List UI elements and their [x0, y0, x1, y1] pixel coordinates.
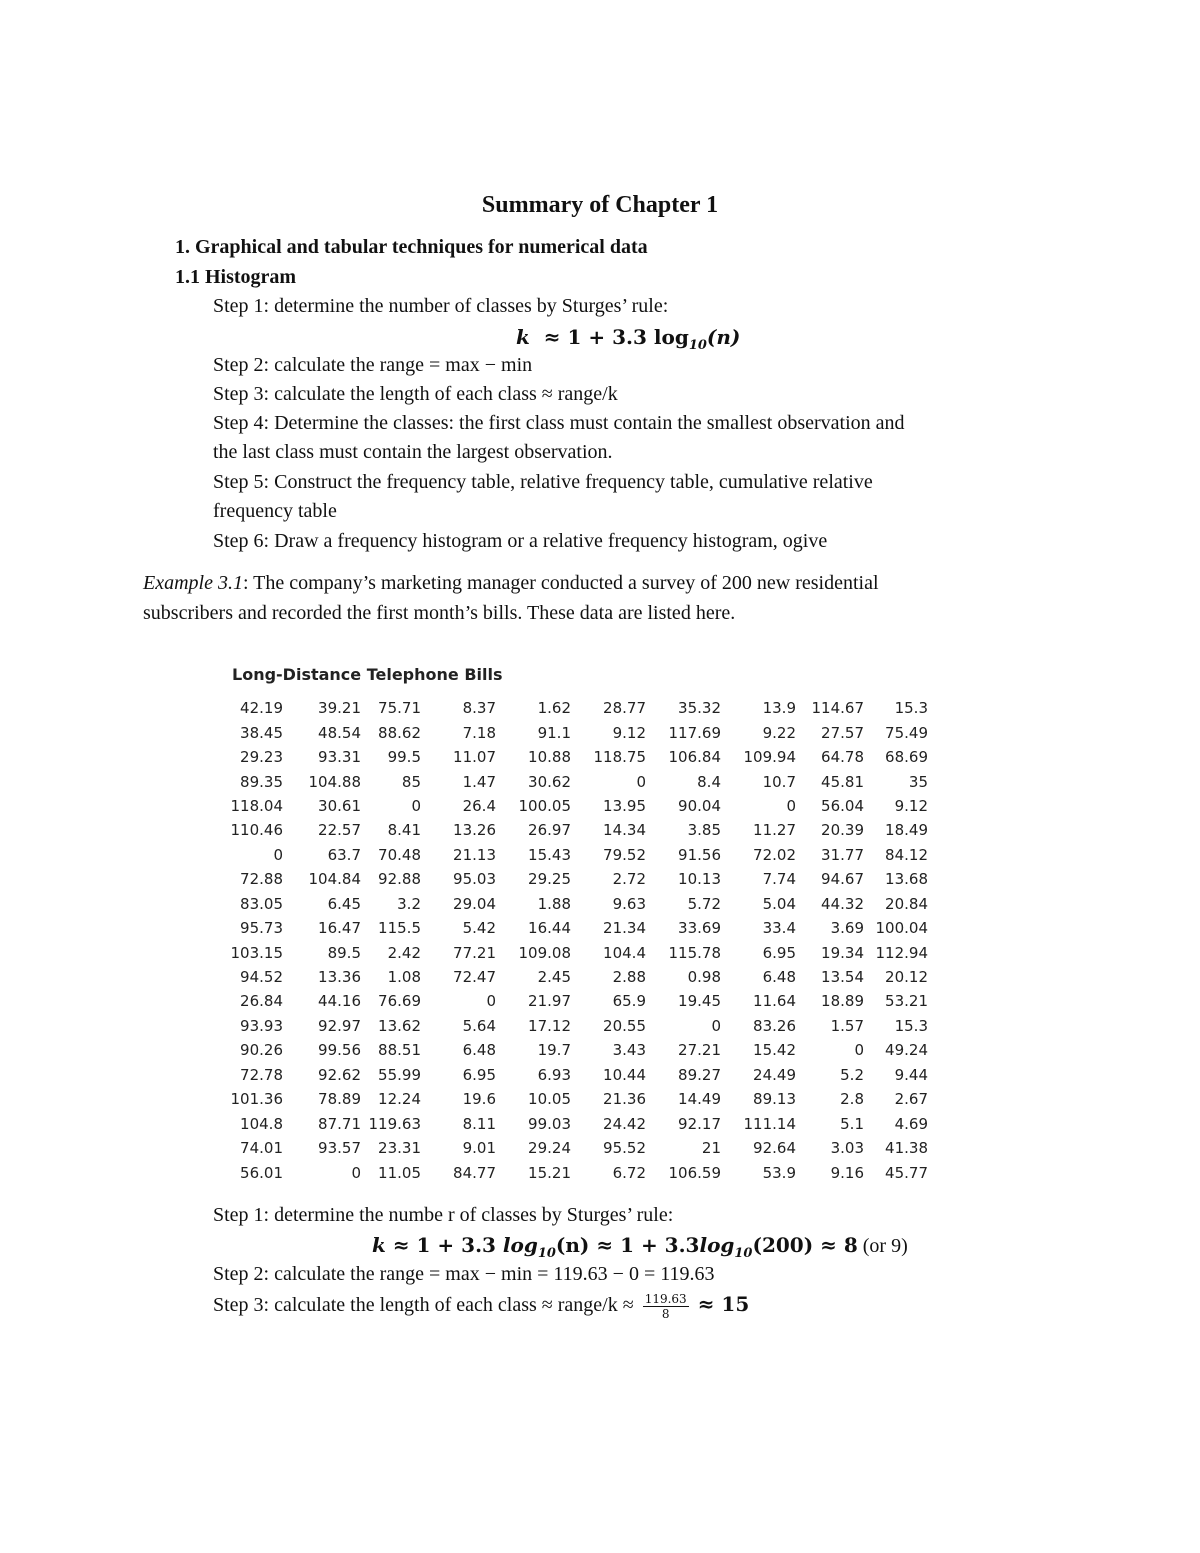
table-cell: 26.97 — [528, 821, 571, 840]
table-cell: 95.52 — [603, 1139, 646, 1158]
table-cell: 55.99 — [378, 1065, 421, 1084]
table-cell: 89.35 — [240, 772, 283, 791]
table-cell: 3.2 — [397, 894, 421, 913]
table-cell: 19.34 — [821, 943, 864, 962]
section-heading: 1. Graphical and tabular techniques for numerical data — [175, 236, 648, 258]
table-row — [228, 1136, 928, 1160]
table-row — [228, 1063, 928, 1087]
step-2: Step 2: calculate the range = max − min — [213, 354, 533, 376]
table-cell: 42.19 — [240, 699, 283, 718]
table-cell: 29.23 — [240, 748, 283, 767]
table-cell: 56.01 — [240, 1163, 283, 1182]
formula-approx: ≈ — [543, 325, 561, 349]
table-cell: 1.62 — [537, 699, 571, 718]
table-cell: 1.08 — [387, 968, 421, 987]
table-cell: 27.57 — [821, 723, 864, 742]
table-cell: 3.69 — [830, 919, 864, 938]
table-cell: 44.32 — [821, 894, 864, 913]
table-cell: 15.3 — [894, 1016, 928, 1035]
table-cell: 99.5 — [387, 748, 421, 767]
table-cell: 9.12 — [612, 723, 646, 742]
table-row — [228, 843, 928, 867]
formula-k: k — [516, 325, 530, 349]
table-cell: 14.34 — [603, 821, 646, 840]
table-cell: 27.21 — [678, 1041, 721, 1060]
table-cell: 89.5 — [327, 943, 361, 962]
table-cell: 29.24 — [528, 1139, 571, 1158]
table-cell: 26.84 — [240, 992, 283, 1011]
table-cell: 7.74 — [762, 870, 796, 889]
table-cell: 15.3 — [894, 699, 928, 718]
table-cell: 83.26 — [753, 1016, 796, 1035]
table-cell: 16.47 — [318, 919, 361, 938]
table-cell: 104.4 — [603, 943, 646, 962]
table-cell: 111.14 — [743, 1114, 796, 1133]
table-cell: 78.89 — [318, 1090, 361, 1109]
table-cell: 45.81 — [821, 772, 864, 791]
table-cell: 31.77 — [821, 845, 864, 864]
table-row — [228, 940, 928, 964]
table-cell: 33.69 — [678, 919, 721, 938]
table-cell: 10.44 — [603, 1065, 646, 1084]
table-cell: 72.88 — [240, 870, 283, 889]
table-cell: 9.63 — [612, 894, 646, 913]
step-1: Step 1: determine the number of classes by Sturges’ rule: — [213, 295, 669, 317]
table-cell: 10.88 — [528, 748, 571, 767]
table-cell: 100.05 — [518, 796, 571, 815]
table-cell: 10.05 — [528, 1090, 571, 1109]
table-cell: 84.12 — [885, 845, 928, 864]
table-cell: 2.8 — [840, 1090, 864, 1109]
table-cell: 21.34 — [603, 919, 646, 938]
table-cell: 64.78 — [821, 748, 864, 767]
table-cell: 104.88 — [308, 772, 361, 791]
table-cell: 95.03 — [453, 870, 496, 889]
table-cell: 35.32 — [678, 699, 721, 718]
table-row — [228, 892, 928, 916]
table-cell: 92.97 — [318, 1016, 361, 1035]
table-cell: 75.49 — [885, 723, 928, 742]
table-row — [228, 965, 928, 989]
table-row — [228, 794, 928, 818]
table-cell: 0 — [486, 992, 496, 1011]
table-cell: 53.9 — [762, 1163, 796, 1182]
table-cell: 90.04 — [678, 796, 721, 815]
table-cell: 89.27 — [678, 1065, 721, 1084]
table-cell: 65.9 — [612, 992, 646, 1011]
table-cell: 35 — [908, 772, 928, 791]
table-cell: 20.84 — [885, 894, 928, 913]
table-cell: 92.62 — [318, 1065, 361, 1084]
table-cell: 93.31 — [318, 748, 361, 767]
table-row — [228, 769, 928, 793]
page-title: Summary of Chapter 1 — [481, 192, 719, 218]
table-cell: 9.12 — [894, 796, 928, 815]
table-cell: 0 — [411, 796, 421, 815]
table-cell: 8.11 — [462, 1114, 496, 1133]
bills-table — [228, 696, 928, 1185]
table-row — [228, 696, 928, 720]
table-cell: 17.12 — [528, 1016, 571, 1035]
table-cell: 15.21 — [528, 1163, 571, 1182]
table-cell: 77.21 — [453, 943, 496, 962]
table-cell: 3.85 — [687, 821, 721, 840]
table-cell: 8.41 — [387, 821, 421, 840]
table-cell: 45.77 — [885, 1163, 928, 1182]
table-cell: 0.98 — [687, 968, 721, 987]
formula-sub: 10 — [688, 338, 707, 353]
table-cell: 21.36 — [603, 1090, 646, 1109]
table-cell: 13.36 — [318, 968, 361, 987]
table-cell: 21.13 — [453, 845, 496, 864]
table-cell: 53.21 — [885, 992, 928, 1011]
table-cell: 5.04 — [762, 894, 796, 913]
table-cell: 115.78 — [668, 943, 721, 962]
table-cell: 5.42 — [462, 919, 496, 938]
table-cell: 19.6 — [462, 1090, 496, 1109]
table-cell: 93.93 — [240, 1016, 283, 1035]
sol-n: (n) ≈ 1 + 3.3 — [555, 1233, 700, 1257]
table-cell: 109.94 — [743, 748, 796, 767]
table-cell: 33.4 — [762, 919, 796, 938]
table-cell: 6.95 — [462, 1065, 496, 1084]
table-cell: 100.04 — [875, 919, 928, 938]
table-cell: 1.88 — [537, 894, 571, 913]
table-cell: 115.5 — [378, 919, 421, 938]
fraction-denominator: 8 — [661, 1307, 670, 1321]
table-row — [228, 745, 928, 769]
sol-sub: 10 — [537, 1246, 556, 1261]
table-cell: 106.84 — [668, 748, 721, 767]
sol-log: log — [502, 1233, 538, 1257]
table-cell: 1.57 — [830, 1016, 864, 1035]
table-cell: 18.89 — [821, 992, 864, 1011]
table-cell: 10.7 — [762, 772, 796, 791]
table-cell: 20.55 — [603, 1016, 646, 1035]
step-5-line-1: Step 5: Construct the frequency table, relative frequency table, cumulative relative — [213, 471, 873, 493]
table-cell: 38.45 — [240, 723, 283, 742]
table-cell: 68.69 — [885, 748, 928, 767]
table-cell: 92.88 — [378, 870, 421, 889]
solution-step-3-text: Step 3: calculate the length of each class ≈ range/k ≈ — [213, 1294, 634, 1317]
table-cell: 4.69 — [894, 1114, 928, 1133]
table-cell: 6.48 — [462, 1041, 496, 1060]
table-cell: 72.47 — [453, 968, 496, 987]
table-cell: 14.49 — [678, 1090, 721, 1109]
table-row — [228, 1038, 928, 1062]
table-cell: 91.1 — [537, 723, 571, 742]
table-cell: 85 — [401, 772, 421, 791]
table-cell: 29.04 — [453, 894, 496, 913]
sol-200: (200) ≈ 8 — [752, 1233, 858, 1257]
table-cell: 9.22 — [762, 723, 796, 742]
table-cell: 112.94 — [875, 943, 928, 962]
table-cell: 118.04 — [230, 796, 283, 815]
table-cell: 90.26 — [240, 1041, 283, 1060]
table-cell: 0 — [636, 772, 646, 791]
step-5-line-2: frequency table — [213, 500, 337, 522]
table-cell: 5.64 — [462, 1016, 496, 1035]
table-row — [228, 1014, 928, 1038]
table-cell: 49.24 — [885, 1041, 928, 1060]
table-cell: 11.64 — [753, 992, 796, 1011]
subsection-heading: 1.1 Histogram — [175, 266, 297, 288]
table-cell: 83.05 — [240, 894, 283, 913]
table-cell: 89.13 — [753, 1090, 796, 1109]
solution-step-3-result: ≈ 15 — [697, 1292, 750, 1317]
table-cell: 84.77 — [453, 1163, 496, 1182]
table-cell: 75.71 — [378, 699, 421, 718]
example-text-1: : The company’s marketing manager conducted a survey of 200 new residential — [242, 572, 879, 594]
table-cell: 30.61 — [318, 796, 361, 815]
table-row — [228, 867, 928, 891]
table-cell: 2.67 — [894, 1090, 928, 1109]
formula-rest: 1 + 3.3 log — [567, 325, 689, 349]
table-cell: 6.93 — [537, 1065, 571, 1084]
table-cell: 2.88 — [612, 968, 646, 987]
table-cell: 15.43 — [528, 845, 571, 864]
table-cell: 30.62 — [528, 772, 571, 791]
table-row — [228, 1111, 928, 1135]
sol-k: k — [372, 1233, 386, 1257]
table-cell: 22.57 — [318, 821, 361, 840]
table-cell: 19.45 — [678, 992, 721, 1011]
example-line-1 — [143, 572, 879, 595]
table-cell: 18.49 — [885, 821, 928, 840]
table-cell: 26.4 — [462, 796, 496, 815]
table-cell: 101.36 — [230, 1090, 283, 1109]
table-cell: 0 — [351, 1163, 361, 1182]
table-cell: 0 — [273, 845, 283, 864]
table-cell: 13.26 — [453, 821, 496, 840]
table-cell: 13.95 — [603, 796, 646, 815]
table-cell: 6.72 — [612, 1163, 646, 1182]
table-cell: 91.56 — [678, 845, 721, 864]
table-cell: 2.72 — [612, 870, 646, 889]
table-cell: 72.02 — [753, 845, 796, 864]
table-cell: 117.69 — [668, 723, 721, 742]
table-cell: 9.16 — [830, 1163, 864, 1182]
sol-log2: log — [699, 1233, 735, 1257]
step-3: Step 3: calculate the length of each class ≈ range/k — [213, 383, 618, 405]
table-cell: 44.16 — [318, 992, 361, 1011]
fraction-numerator: 119.63 — [644, 1292, 687, 1306]
sol-or: (or 9) — [857, 1235, 908, 1257]
table-cell: 13.62 — [378, 1016, 421, 1035]
table-cell: 5.1 — [840, 1114, 864, 1133]
table-cell: 48.54 — [318, 723, 361, 742]
fraction — [643, 1292, 689, 1321]
table-cell: 10.13 — [678, 870, 721, 889]
table-cell: 8.37 — [462, 699, 496, 718]
table-cell: 21 — [701, 1139, 721, 1158]
table-cell: 94.67 — [821, 870, 864, 889]
table-cell: 3.43 — [612, 1041, 646, 1060]
table-cell: 39.21 — [318, 699, 361, 718]
table-cell: 3.03 — [830, 1139, 864, 1158]
table-cell: 13.68 — [885, 870, 928, 889]
table-row — [228, 1087, 928, 1111]
table-cell: 13.54 — [821, 968, 864, 987]
table-cell: 21.97 — [528, 992, 571, 1011]
table-cell: 9.44 — [894, 1065, 928, 1084]
table-cell: 29.25 — [528, 870, 571, 889]
sturges-formula — [516, 325, 740, 353]
solution-formula — [372, 1233, 908, 1261]
table-cell: 28.77 — [603, 699, 646, 718]
table-title: Long-Distance Telephone Bills — [232, 665, 503, 684]
table-cell: 1.47 — [462, 772, 496, 791]
table-cell: 11.27 — [753, 821, 796, 840]
solution-step-3 — [213, 1292, 749, 1321]
table-cell: 79.52 — [603, 845, 646, 864]
table-cell: 88.51 — [378, 1041, 421, 1060]
table-cell: 119.63 — [368, 1114, 421, 1133]
sol-sub2: 10 — [734, 1246, 753, 1261]
table-cell: 118.75 — [593, 748, 646, 767]
table-cell: 12.24 — [378, 1090, 421, 1109]
example-label: Example 3.1 — [143, 572, 243, 594]
table-cell: 6.95 — [762, 943, 796, 962]
table-cell: 88.62 — [378, 723, 421, 742]
table-cell: 72.78 — [240, 1065, 283, 1084]
table-cell: 0 — [854, 1041, 864, 1060]
table-cell: 23.31 — [378, 1139, 421, 1158]
step-4-line-2: the last class must contain the largest observation. — [213, 441, 613, 463]
table-cell: 11.05 — [378, 1163, 421, 1182]
formula-arg: (n) — [706, 325, 741, 349]
table-cell: 92.17 — [678, 1114, 721, 1133]
table-cell: 6.45 — [327, 894, 361, 913]
table-cell: 87.71 — [318, 1114, 361, 1133]
table-cell: 106.59 — [668, 1163, 721, 1182]
table-cell: 8.4 — [697, 772, 721, 791]
table-cell: 74.01 — [240, 1139, 283, 1158]
table-cell: 41.38 — [885, 1139, 928, 1158]
table-cell: 11.07 — [453, 748, 496, 767]
table-cell: 6.48 — [762, 968, 796, 987]
table-cell: 99.56 — [318, 1041, 361, 1060]
table-cell: 114.67 — [811, 699, 864, 718]
table-cell: 24.42 — [603, 1114, 646, 1133]
table-cell: 24.49 — [753, 1065, 796, 1084]
table-row — [228, 916, 928, 940]
solution-step-1: Step 1: determine the numbe r of classes by Sturges’ rule: — [213, 1204, 674, 1226]
sol-a: ≈ 1 + 3.3 — [392, 1233, 503, 1257]
table-cell: 104.84 — [308, 870, 361, 889]
table-cell: 5.2 — [840, 1065, 864, 1084]
table-cell: 7.18 — [462, 723, 496, 742]
table-cell: 20.39 — [821, 821, 864, 840]
table-cell: 19.7 — [537, 1041, 571, 1060]
table-cell: 95.73 — [240, 919, 283, 938]
table-cell: 5.72 — [687, 894, 721, 913]
table-cell: 103.15 — [230, 943, 283, 962]
solution-step-2: Step 2: calculate the range = max − min = 119.63 − 0 = 119.63 — [213, 1263, 715, 1285]
table-cell: 104.8 — [240, 1114, 283, 1133]
table-cell: 92.64 — [753, 1139, 796, 1158]
table-cell: 0 — [786, 796, 796, 815]
table-cell: 94.52 — [240, 968, 283, 987]
table-cell: 99.03 — [528, 1114, 571, 1133]
step-4-line-1: Step 4: Determine the classes: the first class must contain the smallest observation and — [213, 412, 905, 434]
table-cell: 110.46 — [230, 821, 283, 840]
table-cell: 109.08 — [518, 943, 571, 962]
table-cell: 15.42 — [753, 1041, 796, 1060]
table-cell: 13.9 — [762, 699, 796, 718]
table-cell: 70.48 — [378, 845, 421, 864]
example-line-2: subscribers and recorded the first month’s bills. These data are listed here. — [143, 602, 736, 624]
table-cell: 2.45 — [537, 968, 571, 987]
table-row — [228, 720, 928, 744]
table-cell: 9.01 — [462, 1139, 496, 1158]
table-row — [228, 818, 928, 842]
table-row — [228, 1160, 928, 1184]
table-cell: 63.7 — [327, 845, 361, 864]
table-cell: 93.57 — [318, 1139, 361, 1158]
table-row — [228, 989, 928, 1013]
table-cell: 0 — [711, 1016, 721, 1035]
table-cell: 2.42 — [387, 943, 421, 962]
table-cell: 16.44 — [528, 919, 571, 938]
step-6: Step 6: Draw a frequency histogram or a relative frequency histogram, ogive — [213, 530, 828, 552]
table-cell: 20.12 — [885, 968, 928, 987]
table-cell: 56.04 — [821, 796, 864, 815]
table-cell: 76.69 — [378, 992, 421, 1011]
